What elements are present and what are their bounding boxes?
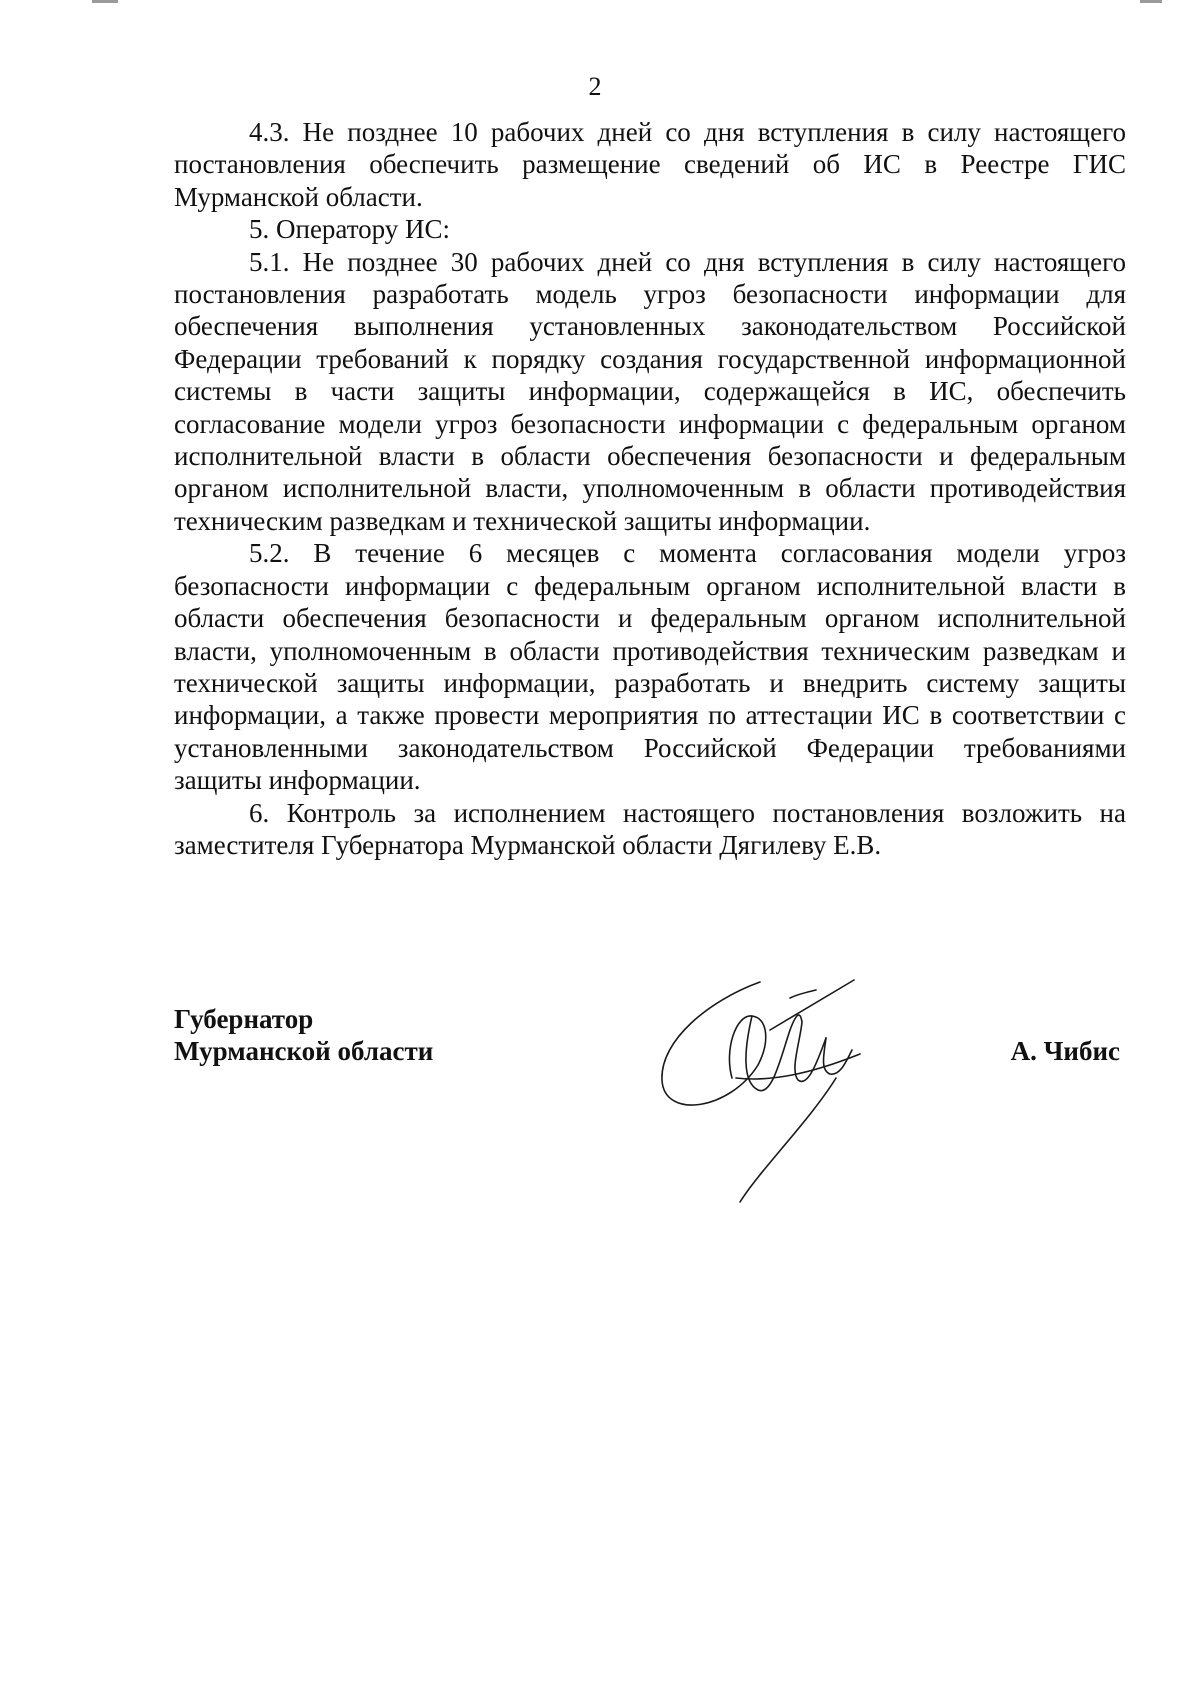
- paragraph-5-2: 5.2. В течение 6 месяцев с момента согласования модели угроз безопасности информации с федеральным органом исполнительной власти в области обеспечения безопасности и федеральным органом исполнительной власти, уполномоченным в области противодействия техническим разведкам и технической защиты информации, разработать и внедрить систему защиты информации, а также провести мероприятия по аттестации ИС в соответствии с установленными законодательством Российской Федерации требованиями защиты информации.: [174, 538, 1126, 796]
- paragraph-4-3: 4.3. Не позднее 10 рабочих дней со дня вступления в силу настоящего постановления обеспечить размещение сведений об ИС в Реестре ГИС Мурманской области.: [174, 117, 1126, 212]
- document-body: [174, 116, 1126, 861]
- signatory-title: [174, 1003, 433, 1067]
- scan-edge-mark: [92, 0, 118, 3]
- paragraph-5: 5. Оператору ИС:: [249, 214, 451, 245]
- signatory-title-line2: Мурманской области: [174, 1036, 434, 1066]
- handwritten-signature: [640, 970, 900, 1210]
- signatory-title-line1: Губернатор: [174, 1004, 314, 1034]
- page-number: 2: [588, 72, 602, 101]
- signatory-name: А. Чибис: [1010, 1036, 1120, 1066]
- paragraph-6: 6. Контроль за исполнением настоящего постановления возложить на заместителя Губернатора Мурманской области Дягилеву Е.В.: [174, 797, 1126, 860]
- paragraph-5-1: 5.1. Не позднее 30 рабочих дней со дня вступления в силу настоящего постановления разработать модель угроз безопасности информации для обеспечения выполнения установленных законодательством Российской Федерации требований к порядку создания государственной информационной системы в части защиты информации, содержащейся в ИС, обеспечить согласование модели угроз безопасности информации с федеральным органом исполнительной власти в области обеспечения безопасности и федеральным органом исполнительной власти, уполномоченным в области противодействия техническим разведкам и технической защиты информации.: [174, 246, 1126, 536]
- scan-edge-mark: [1140, 0, 1162, 3]
